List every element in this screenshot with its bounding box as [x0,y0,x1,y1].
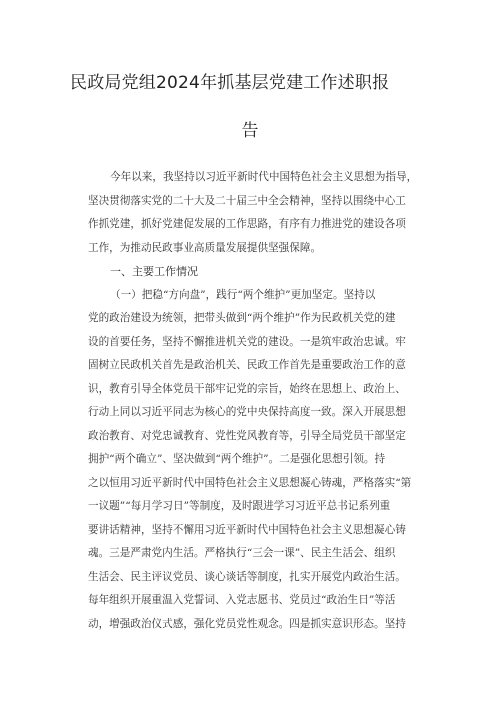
paragraph-line: 魂。三是严肃党内生活。严格执行“三会一课”、民主生活会、组织 [88,547,396,559]
paragraph-line: 动，增强政治仪式感，强化党员党性观念。四是抓实意识形态。坚持 [88,617,406,630]
paragraph-line: 作抓党建，抓好党建促发展的工作思路，有序有力推进党的建设各项 [88,218,406,230]
paragraph-line: 今年以来，我坚持以习近平新时代中国特色社会主义思想为指导， [110,171,418,183]
paragraph-line: 要讲话精神，坚持不懈用习近平新时代中国特色社会主义思想凝心铸 [88,523,406,536]
document-title-continued: 告 [241,121,259,141]
document-body [88,166,418,636]
paragraph-line: 坚决贯彻落实党的二十大及二十届三中全会精神，坚持以围绕中心工 [88,194,406,207]
paragraph-line: 之以恒用习近平新时代中国特色社会主义思想凝心铸魂，严格落实“第 [88,476,412,489]
paragraph-line: 工作，为推动民政事业高质量发展提供坚强保障。 [88,241,322,254]
document-title: 民政局党组2024年抓基层党建工作述职报 [70,73,390,93]
paragraph-line: 行动上同以习近平同志为核心的党中央保持高度一致。深入开展思想 [88,406,406,418]
paragraph-line: 党的政治建设为统领，把带头做到“两个维护”作为民政机关党的建 [88,312,396,324]
paragraph-line: 每年组织开展重温入党誓词、入党志愿书、党员过“政治生日”等活 [88,594,396,606]
paragraph-line: 识，教育引导全体党员干部牢记党的宗旨，始终在思想上、政治上、 [88,382,406,395]
paragraph-line: 固树立民政机关首先是政治机关、民政工作首先是重要政治工作的意 [88,359,406,371]
paragraph-line: 生活会、民主评议党员、谈心谈话等制度，扎实开展党内政治生活。 [88,570,406,583]
paragraph-line: 一议题”“每月学习日”等制度，及时跟进学习习近平总书记系列重 [88,500,391,512]
paragraph-line: （一）把稳“方向盘”，践行“两个维护”更加坚定。坚持以 [110,288,376,301]
paragraph-line: 拥护“两个确立”、坚决做到“两个维护”。二是强化思想引领。持 [88,453,386,465]
section-heading: 一、主要工作情况 [110,265,198,278]
paragraph-line: 设的首要任务，坚持不懈推进机关党的建设。一是筑牢政治忠诚。牢 [88,335,406,348]
paragraph-line: 政治教育、对党忠诚教育、党性党风教育等，引导全局党员干部坚定 [88,429,406,442]
